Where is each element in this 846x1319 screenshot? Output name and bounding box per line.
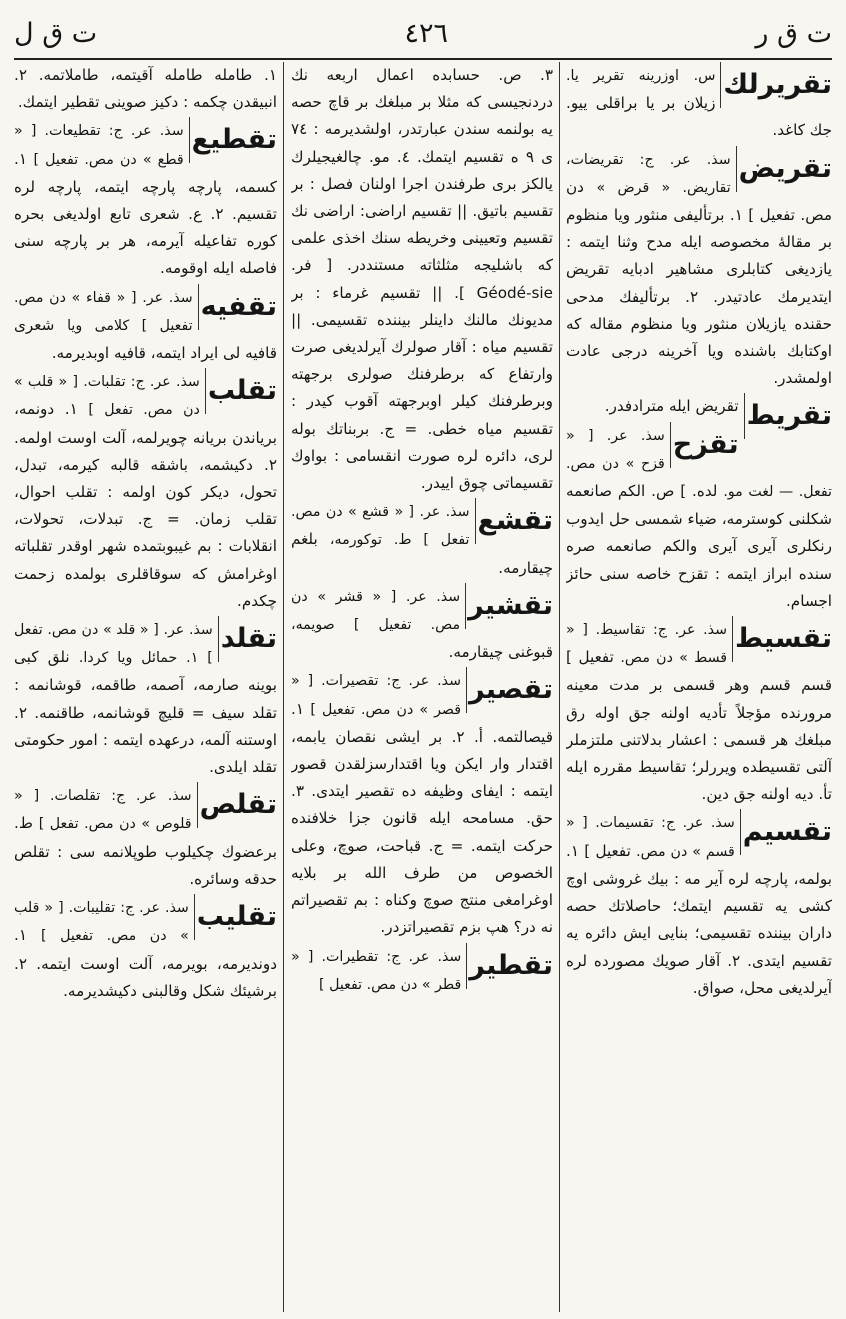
- entry-definition: بلغم چيقارمه.: [291, 530, 553, 577]
- entry-definition: شعرى قافيه لى ايراد ايتمه، قافيه اوبديرمه.: [14, 315, 277, 363]
- entry-headword: تقطيع: [189, 117, 277, 163]
- entry-headword: تقريرلك: [720, 62, 832, 108]
- entry-headword: تقسيط: [732, 616, 832, 662]
- entry-headword: تقشع: [475, 498, 554, 544]
- dictionary-entry: [14, 782, 277, 893]
- entry-etymology: سذ. عر. ج: تقاسيط. [ « قسط » دن مص.: [566, 622, 728, 667]
- dictionary-entry: [566, 616, 832, 808]
- entry-definition: قبوغنى چيقارمه.: [448, 643, 553, 662]
- header-rule: [14, 58, 832, 60]
- entry-headword: تقريط: [744, 393, 832, 439]
- entry-headword: تقزح: [670, 422, 739, 468]
- entry-etymology: سذ. عر. ج: تقريضات، تقاريض. « قرض »: [566, 151, 731, 196]
- entry-definition: ١. طامله طامله آقيتمه، طاملاتمه. ٢. انبيقدن چكمه : دكيز صوينى تقطير ايتمك.: [14, 66, 277, 112]
- column-divider: [283, 62, 284, 1312]
- entry-headword: تقلد: [218, 616, 277, 662]
- page-header: [14, 10, 832, 56]
- column-divider: [559, 62, 560, 1312]
- dictionary-entry: [291, 498, 553, 582]
- entry-definition: زيلان بر يا براقلى ييو. جك كاغد.: [566, 94, 832, 140]
- entry-etymology: سذ. عر. ج: تقطيرات. [ « قطر » دن مص. تفعيل ]: [291, 948, 462, 993]
- header-guide-right: ت ق ر: [755, 17, 832, 49]
- entry-headword: تقطير: [466, 943, 553, 989]
- entry-headword: تقشير: [465, 583, 553, 629]
- column-left: [14, 62, 277, 1312]
- entry-etymology: سذ. عر. ج: تقلبات. [ « قلب » دن مص. تفعل ]: [14, 374, 200, 419]
- entry-definition: تفعيل ] ١. بولمه، پارچه لره آير مه : بيك غروشى اوچ كشى يه تقسيم ايتمك؛ حاصلاتك حصه داران بيننده تقسيمى؛ بنايى ايش دائره يه تقسيم ايتدى. ٢. آقار صويك مصورده لره آيرلديغى محل، صواق.: [566, 841, 832, 997]
- entry-headword: تقسيم: [740, 809, 832, 855]
- dictionary-entry: [14, 62, 277, 116]
- entry-definition: دن مص. تفعيل ] ١. برتأليفى منثور ويا منظوم بر مقالهٔ مخصوصه ايله مدح وثنا ايتمه : يازديغى كتابلرى مشاهير ادبايه تقريض ايتديرمك عادتيدر. ٢. برتأليفك مدحى حقنده يازيلان منثور ويا منظوم مقاله كه اوكتابك باشنده ويا آخرينه درجى عادت اولمشدر.: [566, 177, 832, 388]
- entry-headword: تقلب: [205, 368, 277, 414]
- entry-etymology: سذ. عر. [ « قفاء » دن مص. تفعيل ] كلامى ويا: [14, 289, 193, 334]
- dictionary-entry: [291, 583, 553, 667]
- entry-definition: ٣. ص. حسابده اعمال اربعه نك دردنجيسى كه مثلا بر مبلغك بر قاچ حصه يه بولنمه سندن عبارتدر، اولشديرمه : ٧٤ ى ٩ ه تقسيم ايتمك. ٤. مو. چالغيجيلرك يالكز برى طرفندن اجرا اولنان فصل : بر تقسيم باتيق. || تقسيم اراضى: اراضى نك تقسيم وتعيينى وخريطه سنك اخذى علمى كه باشليجه مثلثاته مستنددر. [ فر. Géodé-sie ]. || تقسيم غرماء : بر مديونك مالنك داينلر بيننده تقسيمى. || تقسيم مياه : آقار صولرك آيرلديغى صرت وارتفاع كه برطرفنك صولرى برجهته وبرطرفنك كيلر اوبرجهته آقوب كيدر : تقسيم مياه خطى. = ج. بربناتك بوله لرى، دائره لره صورت انقسامى : بواوك تقسيماتى چوق اييدر.: [291, 66, 553, 493]
- dictionary-entry: [566, 422, 832, 615]
- entry-definition: تفعيل ] قسم قسم وهر قسمى بر مدت معينه مرورنده مؤجلاً تأديه اولنه جق اوله رق مبلغك هر قسمى : اعشار بدلاتنى ملتزملر آلتى تقسيطده ويررلر؛ تقاسيط مقرره ايله تأ. ديه اولنه جق دين.: [566, 648, 832, 804]
- entry-etymology: سذ. عر. [ « قلد » دن مص. تفعل ] ١. حمائل ويا كردا.: [14, 622, 213, 667]
- entry-etymology: سذ. عر. [ « قشع » دن مص. تفعل ] ط. توكورمه،: [291, 504, 470, 549]
- dictionary-entry: [566, 146, 832, 393]
- dictionary-entry: [291, 943, 553, 999]
- entry-headword: تقريض: [736, 146, 832, 192]
- entry-definition: نلق كبى بوينه صارمه، آصمه، طاقمه، قوشانمه : تقلد سيف = قليچ قوشانمه، طاقنمه. ٢. اوستنه آلمه، درعهده ايتمه : امور حكومتى تقلد ايلدى.: [14, 648, 277, 777]
- page-number: ٤٢٦: [404, 17, 449, 49]
- entry-etymology: سذ. عر. ج: تقصيرات. [ « قصر » دن مص. تفعيل ]: [291, 673, 461, 718]
- column-middle: [291, 62, 553, 1312]
- entry-definition: ١. دونديرمه، بويرمه، آلت اوست ايتمه. ٢. برشيئك شكل وقالبنى دكيشديرمه.: [14, 926, 277, 1000]
- entry-etymology: سذ. عر. [ « قشر » دن مص. تفعيل ] صويمه،: [291, 588, 461, 634]
- dictionary-entry: [14, 894, 277, 1005]
- entry-definition: تقريض ايله مترادفدر.: [604, 397, 739, 416]
- dictionary-entry: [566, 809, 832, 1001]
- entry-headword: تقليب: [194, 894, 277, 940]
- entry-definition: ١. كسمه، پارچه پارچه ايتمه، پارچه لره تقسيم. ٢. ع. شعرى تابع اولديغى بحره كوره تفاعيله آيرمه، هر بر پارچه سنى فاصله ايله اوقومه.: [14, 149, 277, 278]
- entry-headword: تقلص: [197, 782, 277, 828]
- entry-etymology: سذ. عر. ج: تقسيمات. [ « قسم » دن مص.: [566, 815, 735, 860]
- entry-definition: ١. قيصالتمه. أ. ٢. بر ايشى نقصان يابمه، اقتدار وار ايكن ويا اقتدارسزلقدن قصور ايتمه : ايفاى وظيفه ده تقصير ايتدى. ٣. حق. مسامحه ايله قانون جزا خلافنده حركت ايتمه. = ج. قباحت، صوچ، وعلى الخصوص من طرف الله بر بلايه اوغرامغى منتج صوچ وكناه : بم تقصيراتم نه در؟ هپ بزم تقصيراتزدر.: [291, 699, 553, 937]
- entry-definition: ط. برعضوك چكيلوب طوپلانمه سى : تقلص حدقه وسائره.: [14, 814, 277, 888]
- dictionary-entry: [14, 117, 277, 282]
- entry-definition: ١. دونمه، برياندن بريانه چويرلمه، آلت اوست اولمه. ٢. دكيشمه، باشقه قالبه كيرمه، تبدل، تحول، ديكر كون اولمه : تقلب احوال، تقلب زمان. = ج. تبدلات، تحولات، انقلابات : بم غيبوبتمده شهر اوقدر تقلباته اوغرامش كه سوقاقلرى بولمده زحمت چكدم.: [14, 400, 277, 610]
- entry-headword: تقصير: [466, 667, 553, 713]
- dictionary-entry: [566, 62, 832, 145]
- dictionary-entry: [291, 667, 553, 941]
- entry-etymology: سذ. عر. ج: تقطيعات. [ « قطع » دن مص. تفعيل ]: [14, 123, 184, 168]
- header-guide-left: ت ق ل: [14, 17, 98, 49]
- dictionary-entry: [14, 368, 277, 615]
- entry-etymology: سذ. عر. ج: تقليبات. [ « قلب » دن مص. تفعيل ]: [14, 900, 189, 945]
- dictionary-entry: [14, 284, 277, 368]
- entry-etymology: سذ. عر. [ « قزح » دن مص. تفعل. — لغت مو.: [566, 427, 832, 501]
- entry-etymology: سذ. عر. ج: تقلصات. [ « قلوص » دن مص. تفعل ]: [14, 788, 192, 833]
- entry-definition: لده. ] ص. الكم صانعمه شكلنى كوسترمه، ضياء شمسى حل ايدوب رنكلرى آيرى آيرى والكم صانعمه صره سنده ابراز ايتمه : تقزح خاصه سنى حائز اجسام.: [566, 482, 832, 610]
- dictionary-entry: [566, 393, 832, 432]
- dictionary-entry: [291, 62, 553, 497]
- dictionary-columns: [14, 62, 832, 1312]
- column-right: [566, 62, 832, 1312]
- dictionary-entry: [14, 616, 277, 781]
- entry-etymology: س. اوزرينه تقرير يا.: [566, 68, 716, 84]
- entry-headword: تقفيه: [198, 284, 277, 330]
